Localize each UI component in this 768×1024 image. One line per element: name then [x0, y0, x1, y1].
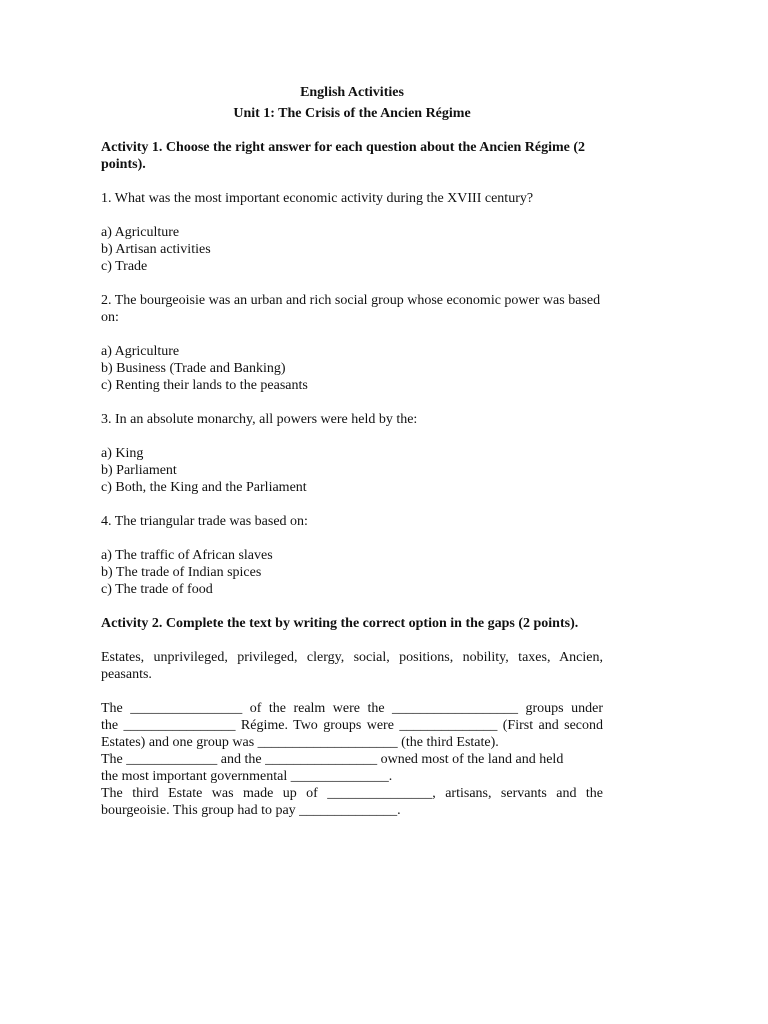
question-2-line1: 2. The bourgeoisie was an urban and rich social group whose economic power was based	[101, 293, 601, 308]
gap-text-line-4: The _____________ and the ________________ owned most of the land and held	[101, 752, 564, 767]
spacer	[101, 530, 603, 547]
question-2-option-b: b) Business (Trade and Banking)	[101, 361, 286, 376]
gap-text-line-5: the most important governmental ______________.	[101, 769, 393, 784]
question-3: 3. In an absolute monarchy, all powers were held by the:	[101, 412, 418, 427]
question-2-line2: on:	[101, 310, 119, 325]
question-2-option-a: a) Agriculture	[101, 344, 180, 359]
question-1-option-c: c) Trade	[101, 259, 148, 274]
question-1: 1. What was the most important economic activity during the XVIII century?	[101, 191, 534, 206]
activity2-heading: Activity 2. Complete the text by writing the correct option in the gaps (2 points).	[101, 616, 579, 631]
question-3-option-a: a) King	[101, 446, 144, 461]
question-4-option-a: a) The traffic of African slaves	[101, 548, 273, 563]
activity1-heading-line2: points).	[101, 157, 146, 172]
spacer	[101, 394, 603, 411]
document-page	[101, 80, 603, 819]
question-3-option-b: b) Parliament	[101, 463, 177, 478]
spacer	[101, 326, 603, 343]
spacer	[101, 122, 603, 139]
spacer	[101, 496, 603, 513]
gap-text-line-1: The ________________ of the realm were the __________________ groups under	[101, 701, 603, 716]
gap-text-line-2: the ________________ Régime. Two groups were ______________ (First and second	[101, 718, 603, 733]
question-3-option-c: c) Both, the King and the Parliament	[101, 480, 307, 495]
question-1-options	[101, 224, 603, 275]
spacer	[101, 428, 603, 445]
document-title: English Activities	[300, 85, 404, 100]
spacer	[101, 598, 603, 615]
document-subtitle: Unit 1: The Crisis of the Ancien Régime	[233, 106, 471, 121]
question-4-option-c: c) The trade of food	[101, 582, 213, 597]
question-3-options	[101, 445, 603, 496]
question-1-option-b: b) Artisan activities	[101, 242, 211, 257]
question-1-option-a: a) Agriculture	[101, 225, 180, 240]
question-4-options	[101, 547, 603, 598]
word-bank-line2: peasants.	[101, 667, 152, 682]
question-2-option-c: c) Renting their lands to the peasants	[101, 378, 308, 393]
gap-text-line-6: The third Estate was made up of _______________, artisans, servants and the	[101, 786, 603, 801]
spacer	[101, 207, 603, 224]
activity1-heading-line1: Activity 1. Choose the right answer for each question about the Ancien Régime (2	[101, 140, 586, 155]
spacer	[101, 275, 603, 292]
question-2-options	[101, 343, 603, 394]
gap-text-line-7: bourgeoisie. This group had to pay ______________.	[101, 803, 401, 818]
question-4-option-b: b) The trade of Indian spices	[101, 565, 262, 580]
word-bank-line1: Estates, unprivileged, privileged, clergy, social, positions, nobility, taxes, Ancien,	[101, 650, 603, 665]
gap-fill-text	[101, 700, 603, 819]
spacer	[101, 683, 603, 700]
activity1-heading	[101, 139, 603, 173]
word-bank	[101, 649, 603, 683]
gap-text-line-3: Estates) and one group was ____________________ (the third Estate).	[101, 735, 499, 750]
spacer	[101, 632, 603, 649]
spacer	[101, 173, 603, 190]
question-4: 4. The triangular trade was based on:	[101, 514, 308, 529]
